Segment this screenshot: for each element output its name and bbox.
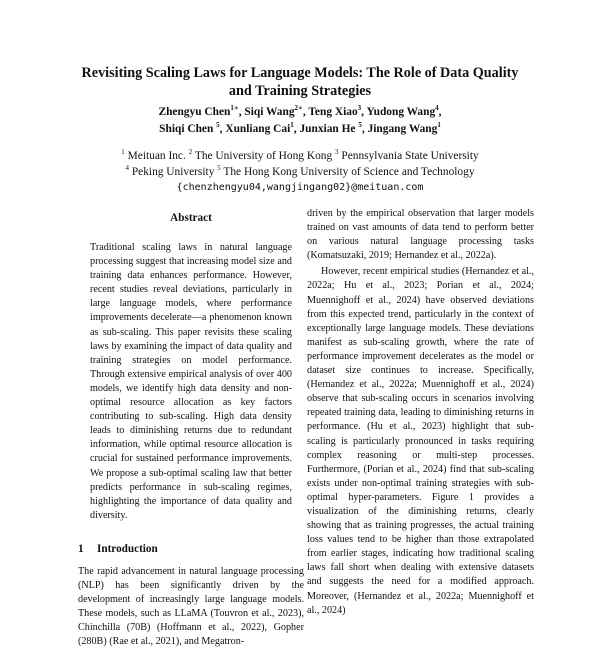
right-column	[307, 207, 534, 618]
author-affil-mark: 5	[358, 121, 362, 130]
title-line-2: and Training Strategies	[228, 83, 372, 99]
affil-number: 5	[217, 163, 221, 172]
affil-name: Pennsylvania State University	[341, 150, 479, 162]
affiliation-line-2	[40, 165, 560, 181]
author-name: Shiqi Chen	[159, 123, 214, 135]
abstract-heading: Abstract	[170, 212, 212, 224]
author-affil-mark: 4	[435, 104, 439, 113]
paper-title	[40, 64, 560, 100]
author-affil-mark: 1	[290, 121, 294, 130]
author-name: Jingang Wang	[367, 123, 438, 135]
author-name: Junxian He	[299, 123, 356, 135]
author-affil-mark: 3	[357, 104, 362, 113]
author-name: Xunliang Cai	[225, 123, 291, 135]
author-line-2: Shiqi Chen $^5$, Xunliang Cai$^1$, Junxian He $^5$, Jingang Wang$^1$	[159, 121, 441, 135]
affil-name: The Hong Kong University of Science and Technology	[223, 165, 475, 178]
intro-paragraph-2: However, recent empirical studies (Hernandez et al., 2022a; Hu et al., 2023; Porian et al., 2024; Muennighoff et al., 2024) have observed deviations from this expected trend, particularly in the context of exceptionally large language models. These deviations manifest as sub-scaling growth, where the rate of performance improvement decelerates as the model or dataset size continues to increase. Specifically, (Hernandez et al., 2022a; Muennighoff et al., 2024) observe that sub-scaling occurs in scenarios involving repeated training data, leading to diminishing returns in performance. (Hu et al., 2023) highlight that sub-scaling is particularly pronounced in tasks requiring complex reasoning or multi-step processes. Furthermore, (Porian et al., 2024) find that sub-scaling exists under non-optimal training strategies with sub-optimal hyper-parameters. Figure 1 provides a visualization of the diminishing returns, clearly showing that as training progresses, the actual training loss values tend to be higher than those extrapolated from earlier stages, indicating how traditional scaling laws fall short when dealing with extensive datasets and suggests the need for a modified approach. Moreover, (Hernandez et al., 2022a; Muennighoff et al., 2024)	[307, 266, 534, 616]
section-number: 1	[78, 542, 84, 555]
abstract-text: Traditional scaling laws in natural language processing suggest that increasing model size and training data enhances performance. However, recent studies reveal deviations, particularly in large language models, where performance improvements decelerate—a phenomenon known as sub-scaling. This paper revisits these scaling laws by examining the impact of data quality and training strategies on model performance. Through extensive empirical analysis of over 400 models, we identify high data density and non-optimal resource allocation as key factors contributing to sub-scaling. High data density leads to diminishing returns due to redundant information, while optimal resource allocation is crucial for sustained performance improvements. We propose a sub-optimal scaling law that better predicts performance in sub-scaling regimes, highlighting the importance of data quality and diversity.	[90, 242, 292, 521]
affil-name: Meituan Inc.	[127, 150, 186, 162]
affil-number: 3	[335, 148, 339, 157]
author-name: Teng Xiao	[308, 106, 358, 118]
affiliations	[40, 149, 560, 196]
author-list	[40, 104, 560, 138]
affil-number: 2	[188, 148, 193, 157]
author-name: Yudong Wang	[366, 106, 436, 118]
author-line-1: Zhengyu Chen$^{1∗}$, Siqi Wang$^{2∗}$, Teng Xiao$^3$, Yudong Wang$^4$,	[158, 104, 442, 118]
intro-paragraph-1: The rapid advancement in natural language processing (NLP) has been significantly driven by the development of increasingly large language models. These models, such as LLaMA (Touvron et al., 2023), Chinchilla (70B) (Hoffmann et al., 2022), Gopher (280B) (Rae et al., 2021), and Megatron-	[78, 565, 304, 648]
section-title: Introduction	[97, 542, 158, 555]
left-column	[78, 206, 304, 649]
section-heading-introduction	[78, 543, 304, 555]
author-affil-mark: 2∗	[294, 104, 303, 113]
affil-number: 4	[125, 163, 129, 172]
affil-name: The University of Hong Kong	[194, 150, 333, 162]
author-affil-mark: 5	[216, 121, 220, 130]
affil-name: Peking University	[131, 165, 215, 178]
author-email: {chenzhengyu04,wangjingang02}@meituan.com	[176, 182, 424, 193]
title-line-1: Revisiting Scaling Laws for Language Models: The Role of Data Quality	[81, 65, 519, 81]
intro-paragraph-continued: driven by the empirical observation that larger models trained on vast amounts of data tend to perform better on various natural language processing tasks (Komatsuzaki, 2019; Hernandez et al., 2022a).	[307, 208, 534, 262]
author-affil-mark: 1	[437, 121, 441, 130]
author-affil-mark: 1∗	[230, 104, 239, 113]
author-name: Zhengyu Chen	[158, 106, 231, 118]
affil-number: 1	[121, 148, 125, 157]
affiliation-line-1	[40, 149, 560, 165]
author-name: Siqi Wang	[244, 106, 295, 118]
